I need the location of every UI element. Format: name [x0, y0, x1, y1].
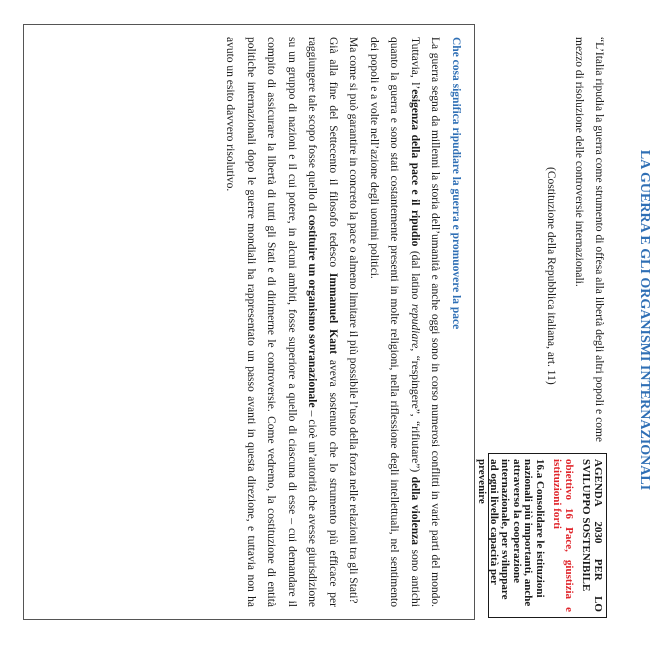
- p3-text-a: Già alla fine del Settecento il filosofo tedesco: [327, 37, 339, 273]
- p3-bold-organismo: costituire un organismo sovranazionale: [306, 214, 319, 408]
- p3-bold-kant: Immanuel Kant: [327, 272, 339, 355]
- section-title: Che cosa significa ripudiare la guerra e promuovere la pace: [450, 37, 462, 330]
- section-box: [23, 24, 475, 620]
- quote-source: (Costituzione della Repubblica italiana, art. 11): [545, 167, 557, 385]
- sdg-box: [476, 453, 607, 618]
- p1-text-e: , “respingere”, “rifiutare”): [409, 348, 421, 477]
- p1-bold-violenza: della violenza: [409, 476, 421, 546]
- constitution-quote: [541, 37, 609, 442]
- p1-bold-pace: esigenza della pace e il ripudio: [409, 89, 421, 247]
- sdg-target: 16.a Consolidare le istituzioni nazionali più importanti, anche attraverso la cooperazione internazionale, per sviluppare ad ogni livello capacità per prevenire: [476, 459, 546, 607]
- p3-text-e: – cioè un’autorità che avesse giurisdizione su un gruppo di nazioni e il cui potere, in alcuni ambiti, fosse superiore a quello di ciascuna di esse – cui demandare il compito di assicurare la libertà di tutti gli Stati e di dirimerne le controversie. Come vedremo, la costituzione di entità politiche internazionali dopo le guerre mondiali ha rappresentato un passo avanti in questa direzione, e tuttavia non ha avuto un esito davvero risolutivo.: [224, 37, 319, 607]
- p1-text-c: (dal latino: [409, 246, 421, 304]
- p3-text-c: aveva sostenuto che lo strumento più efficace per raggiungere tale scopo fosse quello di: [306, 37, 339, 607]
- p1-text-g: sono antichi quanto la guerra e sono stati costantemente presenti in molte religioni, nella riflessione degli intellettuali, nel sentimento dei popoli e a volte nell’azione degli uomini politici.: [368, 37, 421, 607]
- quote-text: “L’Italia ripudia la guerra come strumento di offesa alla libertà degli altri popoli e come mezzo di risoluzione delle controversie internazionali.: [573, 37, 605, 442]
- sdg-goal: obiettivo 16 Pace, giustizia e istituzioni forti: [551, 459, 575, 612]
- p1-text-a: La guerra segna da millenni la storia dell’umanità e anche oggi sono in corso numerosi conflitti in varie parti del mondo. Tuttavia, l’: [409, 37, 442, 607]
- paragraph-2: Ma come si può garantire in concreto la pace o almeno limitare il più possibile l’uso della forza nelle relazioni tra gli Stati?: [347, 37, 360, 604]
- page-title: LA GUERRA E GLI ORGANISMI INTERNAZIONALI: [637, 149, 652, 491]
- paragraph-3: [220, 37, 343, 607]
- p1-italic-latin: repudiare: [409, 303, 421, 349]
- paragraph-1: [364, 37, 446, 607]
- sdg-heading: AGENDA 2030 PER LO SVILUPPO SOSTENIBILE: [580, 459, 604, 612]
